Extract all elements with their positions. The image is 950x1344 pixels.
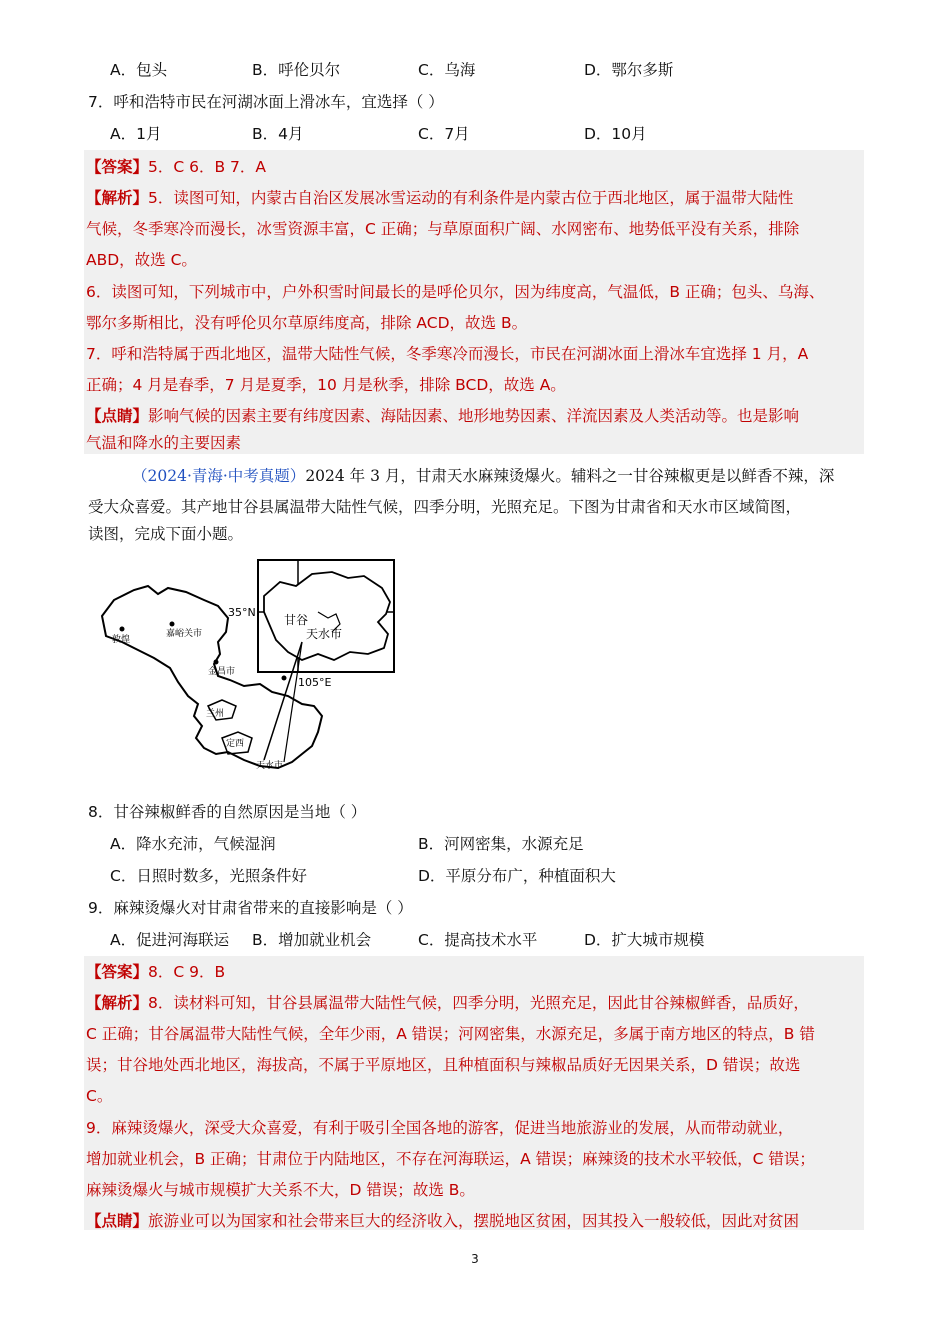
analysis-5-line-3: ABD，故选 C。	[86, 251, 197, 269]
analysis-8-line-1	[86, 993, 809, 1013]
source-label: （2024·青海·中考真题）	[132, 467, 306, 485]
analysis-9-line-2: 增加就业机会，B 正确；甘肃位于内陆地区，不存在河海联运，A 错误；麻辣烫的技术水平较低，C 错误；	[86, 1150, 815, 1168]
point-line-1	[86, 406, 799, 426]
point2-line-1	[86, 1211, 799, 1231]
q8-option-b: B．河网密集，水源充足	[418, 835, 584, 853]
answer2-line-1	[86, 962, 225, 982]
analysis-8-line-3: 误；甘谷地处西北地区，海拔高，不属于平原地区，且种植面积与辣椒品质好无因果关系，D 错误；故选	[86, 1056, 801, 1074]
analysis-9-line-3: 麻辣烫爆火与城市规模扩大关系不大，D 错误；故选 B。	[86, 1181, 475, 1199]
point-line-2: 气温和降水的主要因素	[86, 434, 242, 452]
q7-stem: 7．呼和浩特市民在河湖冰面上滑冰车，宜选择（ ）	[88, 93, 444, 111]
analysis-tag: 【解析】	[86, 994, 149, 1012]
page-number: 3	[471, 1252, 479, 1266]
analysis-8-line-2: C 正确；甘谷属温带大陆性气候，全年少雨，A 错误；河网密集，水源充足，多属于南方地区的特点，B 错	[86, 1025, 815, 1043]
q7-option-d: D．10月	[584, 125, 647, 143]
passage-line-2: 受大众喜爱。其产地甘谷县属温带大陆性气候，四季分明，光照充足。下图为甘肃省和天水市区域简图，	[88, 498, 802, 516]
analysis-8-line-4: C。	[86, 1087, 113, 1105]
q7-option-b: B．4月	[252, 125, 304, 143]
q9-option-c: C．提高技术水平	[418, 931, 538, 949]
passage-line-1	[132, 466, 834, 486]
lat-label: 35°N	[228, 606, 256, 619]
answer-text: 8．C 9．B	[148, 963, 226, 981]
q6-option-a: A．包头	[110, 61, 168, 79]
q9-stem: 9．麻辣烫爆火对甘肃省带来的直接影响是（ ）	[88, 899, 413, 917]
q9-option-d: D．扩大城市规模	[584, 931, 705, 949]
q6-option-d: D．鄂尔多斯	[584, 61, 674, 79]
q8-stem: 8．甘谷辣椒鲜香的自然原因是当地（ ）	[88, 803, 367, 821]
point-tag: 【点睛】	[86, 407, 149, 425]
q6-option-c: C．乌海	[418, 61, 476, 79]
jiayuguan-label: 嘉峪关市	[166, 629, 203, 639]
gansu-map	[88, 556, 398, 788]
tianshui-main-label: 天水市	[256, 761, 284, 771]
jinchang-label: 金昌市	[208, 667, 236, 677]
point-text: 影响气候的因素主要有纬度因素、海陆因素、地形地势因素、洋流因素及人类活动等。也是影响	[148, 407, 800, 425]
analysis-6-line-1: 6．读图可知，下列城市中，户外积雪时间最长的是呼伦贝尔，因为纬度高，气温低，B 正确；包头、乌海、	[86, 283, 825, 301]
tianshui-outline	[264, 572, 390, 660]
lon-label: 105°E	[298, 676, 332, 689]
answer-text: 5．C 6．B 7．A	[148, 158, 267, 176]
lanzhou-label: 兰州	[206, 709, 225, 719]
q9-option-b: B．增加就业机会	[252, 931, 372, 949]
analysis-7-line-2: 正确；4 月是春季，7 月是夏季，10 月是秋季，排除 BCD，故选 A。	[86, 376, 566, 394]
analysis-7-line-1: 7．呼和浩特属于西北地区，温带大陆性气候，冬季寒冷而漫长，市民在河湖冰面上滑冰车宜选择 1 月，A	[86, 345, 809, 363]
analysis-text: 5．读图可知，内蒙古自治区发展冰雪运动的有利条件是内蒙古位于西北地区，属于温带大陆性	[148, 189, 794, 207]
answer-tag: 【答案】	[86, 158, 149, 176]
dunhuang-label: 敦煌	[112, 635, 131, 645]
analysis-text: 8．读材料可知，甘谷县属温带大陆性气候，四季分明，光照充足，因此甘谷辣椒鲜香，品质好，	[148, 994, 809, 1012]
analysis-tag: 【解析】	[86, 189, 149, 207]
analysis-9-line-1: 9．麻辣烫爆火，深受大众喜爱，有利于吸引全国各地的游客，促进当地旅游业的发展，从而带动就业，	[86, 1119, 794, 1137]
passage-text: 2024 年 3 月，甘肃天水麻辣烫爆火。辅料之一甘谷辣椒更是以鲜香不辣，深	[305, 467, 835, 485]
analysis-5-line-1	[86, 188, 793, 208]
q7-option-c: C．7月	[418, 125, 470, 143]
passage-line-3: 读图，完成下面小题。	[88, 525, 244, 543]
gangu-label: 甘谷	[284, 613, 309, 627]
answer-line-1	[86, 157, 266, 177]
analysis-6-line-2: 鄂尔多斯相比，没有呼伦贝尔草原纬度高，排除 ACD，故选 B。	[86, 314, 528, 332]
q9-option-a: A．促进河海联运	[110, 931, 230, 949]
q8-option-c: C．日照时数多，光照条件好	[110, 867, 307, 885]
analysis-5-line-2: 气候，冬季寒冷而漫长，冰雪资源丰富，C 正确；与草原面积广阔、水网密布、地势低平没有关系，排除	[86, 220, 800, 238]
point-text: 旅游业可以为国家和社会带来巨大的经济收入，摆脱地区贫困，因其投入一般较低，因此对贫困	[148, 1212, 800, 1230]
q8-option-d: D．平原分布广，种植面积大	[418, 867, 616, 885]
answer-tag: 【答案】	[86, 963, 149, 981]
tianshui-inset-label: 天水市	[306, 627, 343, 641]
q7-option-a: A．1月	[110, 125, 162, 143]
point-tag: 【点睛】	[86, 1212, 149, 1230]
q6-option-b: B．呼伦贝尔	[252, 61, 341, 79]
dingxi-label: 定西	[226, 739, 245, 749]
q8-option-a: A．降水充沛，气候湿润	[110, 835, 276, 853]
